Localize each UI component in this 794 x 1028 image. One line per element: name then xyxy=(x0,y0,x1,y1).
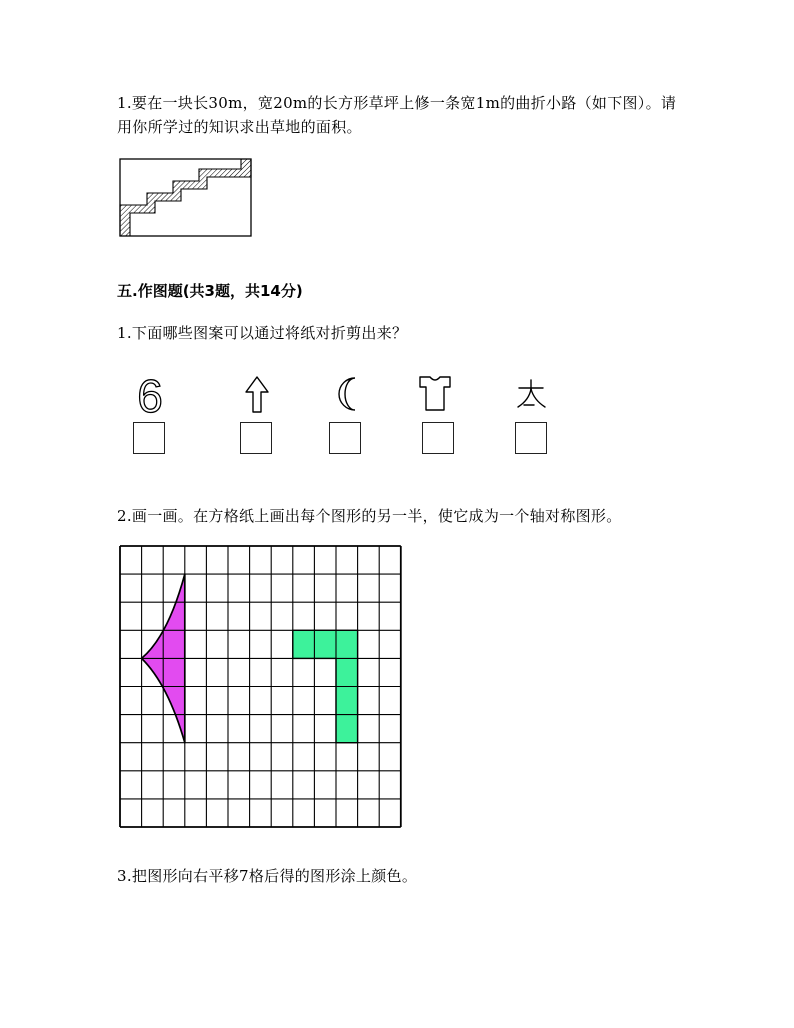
question-text-line-1: 1.要在一块长30m，宽20m的长方形草坪上修一条宽1m的曲折小路（如下图）。请 xyxy=(117,94,677,112)
up-arrow-icon xyxy=(244,374,270,414)
answer-box-5[interactable] xyxy=(515,422,547,454)
digit-six-pattern-icon xyxy=(134,370,166,422)
answer-box-3[interactable] xyxy=(329,422,361,454)
lawn-path-figure xyxy=(119,158,253,238)
answer-box-1[interactable] xyxy=(133,422,165,454)
q2-text: 2.画一画。在方格纸上画出每个图形的另一半，使它成为一个轴对称图形。 xyxy=(117,507,622,525)
digit-six-glyph: 6 xyxy=(137,370,163,422)
tai-character-icon xyxy=(515,378,547,410)
t-shirt-icon xyxy=(418,374,454,412)
section-heading: 五.作图题(共3题，共14分) xyxy=(117,282,303,300)
answer-box-2[interactable] xyxy=(240,422,272,454)
answer-box-4[interactable] xyxy=(422,422,454,454)
question-text-line-2: 用你所学过的知识求出草地的面积。 xyxy=(117,118,362,136)
square-grid-paper[interactable] xyxy=(119,545,403,829)
q3-text: 3.把图形向右平移7格后得的图形涂上颜色。 xyxy=(117,867,418,885)
crescent-moon-icon xyxy=(337,374,359,414)
q1-text: 1.下面哪些图案可以通过将纸对折剪出来？ xyxy=(117,324,408,342)
